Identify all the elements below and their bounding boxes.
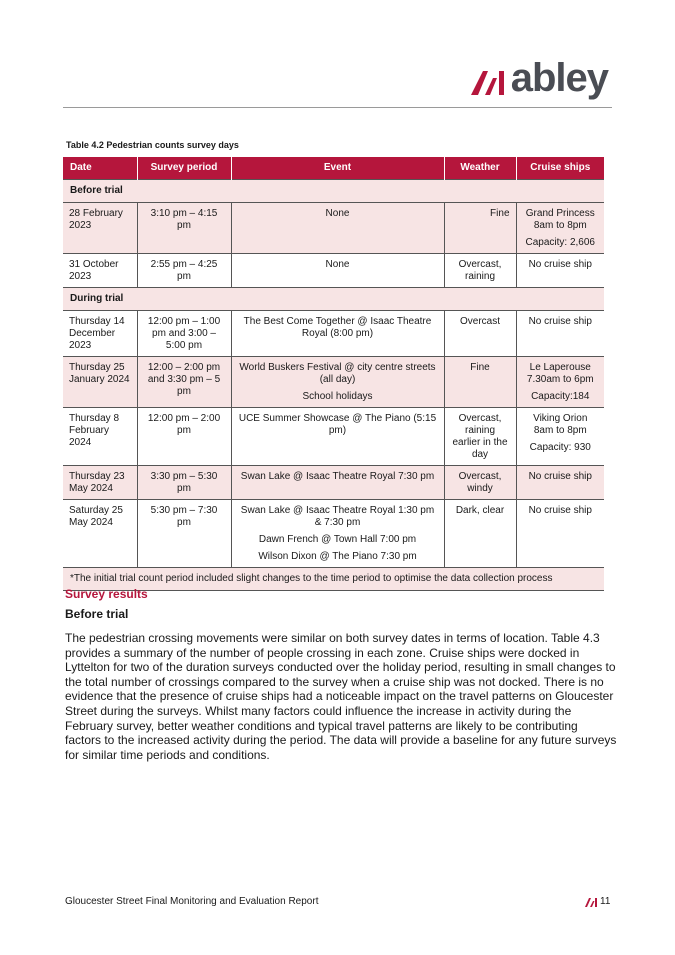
ship-line: No cruise ship (528, 471, 592, 482)
cell-period: 5:30 pm – 7:30 pm (137, 500, 231, 568)
cell-weather: Overcast, raining earlier in the day (444, 408, 516, 466)
abley-wordmark: abley (510, 56, 608, 100)
cell-date: 28 February 2023 (63, 203, 137, 254)
cell-weather: Overcast, raining (444, 254, 516, 288)
cell-event (231, 408, 444, 466)
event-line: Swan Lake @ Isaac Theatre Royal 1:30 pm & 7:30 pm (240, 505, 435, 528)
cell-ships (516, 254, 604, 288)
cell-period: 12:00 pm – 2:00 pm (137, 408, 231, 466)
ship-line: No cruise ship (528, 505, 592, 516)
cell-date: 31 October 2023 (63, 254, 137, 288)
table-footnote: *The initial trial count period included slight changes to the time period to optimise the data collection process (63, 568, 604, 591)
cell-event (231, 311, 444, 357)
table-row (63, 500, 604, 568)
page-header (0, 0, 675, 110)
table-row (63, 466, 604, 500)
cell-ships (516, 357, 604, 408)
header-survey-period: Survey period (137, 157, 231, 180)
event-line: World Buskers Festival @ city centre streets (all day) (239, 362, 436, 385)
cell-weather: Fine (444, 203, 516, 254)
cell-event (231, 203, 444, 254)
header-divider (63, 107, 612, 108)
ship-capacity: Capacity: 2,606 (525, 237, 595, 248)
band-row-before-trial (63, 180, 604, 203)
event-line: The Best Come Together @ Isaac Theatre Royal (8:00 pm) (243, 316, 432, 339)
table-row (63, 408, 604, 466)
event-line: School holidays (302, 391, 373, 402)
band-label: Before trial (63, 180, 604, 203)
ship-line: No cruise ship (528, 316, 592, 327)
cell-ships (516, 203, 604, 254)
cell-weather: Overcast, windy (444, 466, 516, 500)
ship-capacity: Capacity: 930 (529, 442, 591, 453)
ship-line: Viking Orion 8am to 8pm (533, 413, 588, 436)
ship-line: No cruise ship (528, 259, 592, 270)
header-event: Event (231, 157, 444, 180)
footer-title: Gloucester Street Final Monitoring and Evaluation Report (65, 896, 319, 907)
header-cruise-ships: Cruise ships (516, 157, 604, 180)
abley-small-mark-icon (585, 898, 597, 907)
cell-period: 12:00 – 2:00 pm and 3:30 pm – 5 pm (137, 357, 231, 408)
cell-event (231, 466, 444, 500)
cell-ships (516, 500, 604, 568)
cell-weather: Fine (444, 357, 516, 408)
cell-ships (516, 466, 604, 500)
cell-period: 2:55 pm – 4:25 pm (137, 254, 231, 288)
cell-date: Thursday 23 May 2024 (63, 466, 137, 500)
cell-event (231, 500, 444, 568)
survey-days-table (63, 157, 604, 591)
table-row (63, 203, 604, 254)
cell-period: 12:00 pm – 1:00 pm and 3:00 – 5:00 pm (137, 311, 231, 357)
cell-period: 3:10 pm – 4:15 pm (137, 203, 231, 254)
event-line: UCE Summer Showcase @ The Piano (5:15 pm) (238, 413, 437, 436)
event-line: None (325, 208, 350, 219)
table-row (63, 254, 604, 288)
table-row (63, 357, 604, 408)
page-number: 11 (600, 896, 611, 907)
body-paragraph: The pedestrian crossing movements were similar on both survey dates in terms of location. Table 4.3 provides a summary of the number of people crossing in each zone. Cruise ships were docked in Lyttelton for two of the duration surveys conducted over the holiday period, resulting in small changes to the total number of crossings compared to the survey when a cruise ship was not docked. There is no evidence that the presence of cruise ships had a noticeable impact on the travel patterns on Gloucester Street during the surveys. Whilst many factors could influence the increase in activity during the February survey, better weather conditions and typical travel patterns are likely to be contributing factors to the increased activity during the period. The data will provide a baseline for any future surveys for similar time periods and conditions. (65, 631, 617, 762)
header-weather: Weather (444, 157, 516, 180)
table-row (63, 311, 604, 357)
abley-logo (471, 58, 608, 98)
event-line: Dawn French @ Town Hall 7:00 pm (258, 534, 417, 545)
cell-ships (516, 311, 604, 357)
cell-period: 3:30 pm – 5:30 pm (137, 466, 231, 500)
ship-capacity: Capacity:184 (531, 391, 590, 402)
table-caption: Table 4.2 Pedestrian counts survey days (66, 140, 239, 150)
cell-date: Thursday 25 January 2024 (63, 357, 137, 408)
cell-date: Thursday 8 February 2024 (63, 408, 137, 466)
cell-weather: Dark, clear (444, 500, 516, 568)
table-header-row (63, 157, 604, 180)
event-line: Wilson Dixon @ The Piano 7:30 pm (258, 551, 417, 562)
abley-logo-mark-icon (471, 65, 509, 95)
ship-line: Le Laperouse 7.30am to 6pm (526, 362, 594, 385)
cell-ships (516, 408, 604, 466)
cell-event (231, 254, 444, 288)
event-line: Swan Lake @ Isaac Theatre Royal 7:30 pm (240, 471, 435, 482)
cell-weather: Overcast (444, 311, 516, 357)
cell-date: Thursday 14 December 2023 (63, 311, 137, 357)
band-row-during-trial (63, 288, 604, 311)
header-date: Date (63, 157, 137, 180)
section-subtitle: Before trial (65, 607, 129, 621)
section-title: Survey results (65, 587, 148, 601)
cell-event (231, 357, 444, 408)
band-label: During trial (63, 288, 604, 311)
ship-line: Grand Princess 8am to 8pm (525, 208, 595, 231)
cell-date: Saturday 25 May 2024 (63, 500, 137, 568)
event-line: None (325, 259, 350, 270)
